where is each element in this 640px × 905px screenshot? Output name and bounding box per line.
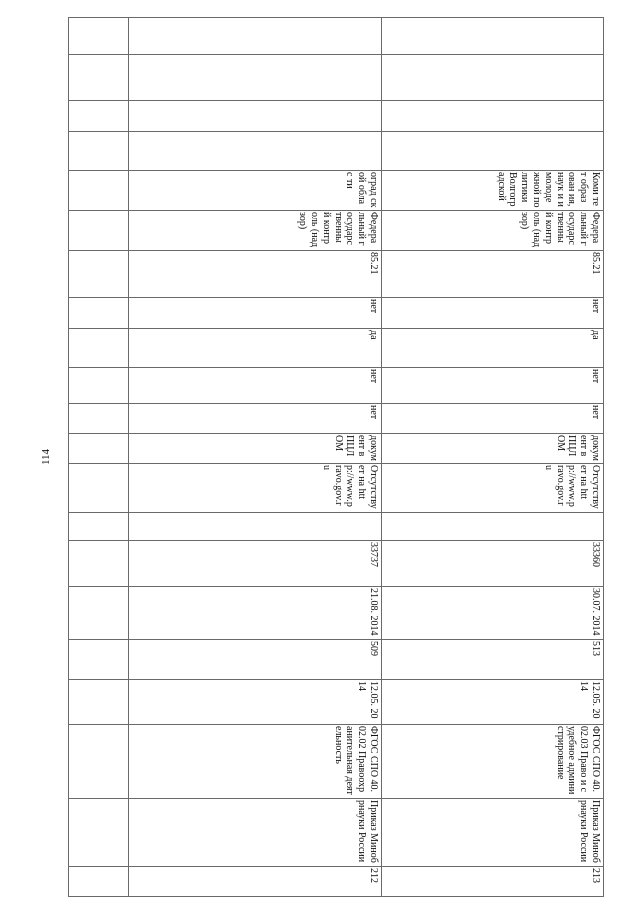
record-213-c12 (381, 367, 603, 403)
record-212-reg-no-text: 33737 (368, 542, 379, 567)
record-213-c11-text: нет (590, 405, 601, 420)
record-212-level-text: Федеральный государственный контроль (надзор) (297, 212, 379, 248)
record-213-number-text: 213 (590, 868, 601, 883)
record-213-reg-no (381, 540, 603, 586)
record-213-c14 (381, 297, 603, 328)
record-213-issuer (381, 798, 603, 866)
record-212-reg-date-text: 21.08. 2014 (368, 588, 379, 636)
table-rule-v-3 (603, 17, 604, 897)
record-213-standard-text: ФГОС СПО 40.02.03 Право и судебное администрирование (554, 726, 601, 795)
record-212-c12 (128, 367, 381, 403)
record-212-c13 (128, 328, 381, 367)
record-213-c11 (381, 403, 603, 433)
record-212-number-text: 212 (368, 868, 379, 883)
record-213-reg-date (381, 586, 603, 639)
table-rule-h-1 (68, 54, 604, 55)
page-number: 114 (40, 448, 52, 466)
record-212-issuer-text: Приказ Минобрнауки России (356, 800, 379, 863)
record-212-order-date-text: 12.05. 2014 (356, 681, 379, 719)
record-213-issuer-text: Приказ Минобрнауки России (578, 800, 601, 863)
record-212-c8 (128, 512, 381, 540)
record-212-level (128, 210, 381, 250)
record-213-order-date-text: 12.05. 2014 (578, 681, 601, 719)
record-212-code-text: 85.21 (368, 252, 379, 275)
table-rule-h-21 (68, 896, 604, 897)
record-212-issuer (128, 798, 381, 866)
record-213-code-text: 85.21 (590, 252, 601, 275)
record-213-c8-text (383, 514, 601, 538)
record-213-order-no (381, 639, 603, 679)
record-212-order-no-text: 509 (368, 641, 379, 656)
record-212-c12-text: нет (368, 369, 379, 384)
record-212-standard (128, 724, 381, 798)
record-213-code (381, 250, 603, 297)
record-212-c8-text (130, 514, 379, 538)
record-213-reg-no-text: 33360 (590, 542, 601, 567)
record-213-c14-text: нет (590, 299, 601, 314)
record-213-level-text: Федеральный государственный контроль (надзор) (519, 212, 601, 248)
record-212-status-note-text: Отсутствует на http://www.pravo.gov.ru (320, 465, 379, 509)
record-213-reg-date-text: 30.07. 2014 (590, 588, 601, 636)
record-213-order-no-text: 513 (590, 641, 601, 656)
record-213-status-note-text: Отсутствует на http://www.pravo.gov.ru (542, 465, 601, 509)
record-213-c13-text: да (590, 330, 601, 340)
record-213-doc-link (381, 433, 603, 463)
record-212-doc-link (128, 433, 381, 463)
cell-top-block-left (128, 170, 381, 210)
record-212-c14-text: нет (368, 299, 379, 314)
record-212-reg-date (128, 586, 381, 639)
cell-top-block-right-text: Коми тет образ ован ия, наук и и молодежной политики Волгоградской (495, 172, 601, 208)
cell-top-block-left-text: оград ской облас ти (344, 172, 379, 208)
record-212-code (128, 250, 381, 297)
record-213-status-note (381, 463, 603, 512)
table-rule-v-0 (68, 17, 69, 897)
table-rule-h-2 (68, 100, 604, 101)
record-212-order-date (128, 679, 381, 724)
record-212-c13-text: да (368, 330, 379, 340)
record-212-c11-text: нет (368, 405, 379, 420)
record-213-doc-link-text: документ в ПЦЛОМ (554, 435, 601, 461)
record-213-number (381, 866, 603, 896)
record-213-order-date (381, 679, 603, 724)
record-212-standard-text: ФГОС СПО 40.02.02 Правоохранительная деятельность (332, 726, 379, 795)
record-212-order-no (128, 639, 381, 679)
record-213-level (381, 210, 603, 250)
table-rule-h-0 (68, 17, 604, 18)
cell-top-block-right (381, 170, 603, 210)
record-213-c12-text: нет (590, 369, 601, 384)
table-rule-h-3 (68, 131, 604, 132)
record-212-reg-no (128, 540, 381, 586)
record-212-c14 (128, 297, 381, 328)
record-212-c11 (128, 403, 381, 433)
record-213-c8 (381, 512, 603, 540)
record-212-doc-link-text: документ в ПЦЛОМ (332, 435, 379, 461)
record-213-c13 (381, 328, 603, 367)
record-213-standard (381, 724, 603, 798)
record-212-number (128, 866, 381, 896)
record-212-status-note (128, 463, 381, 512)
